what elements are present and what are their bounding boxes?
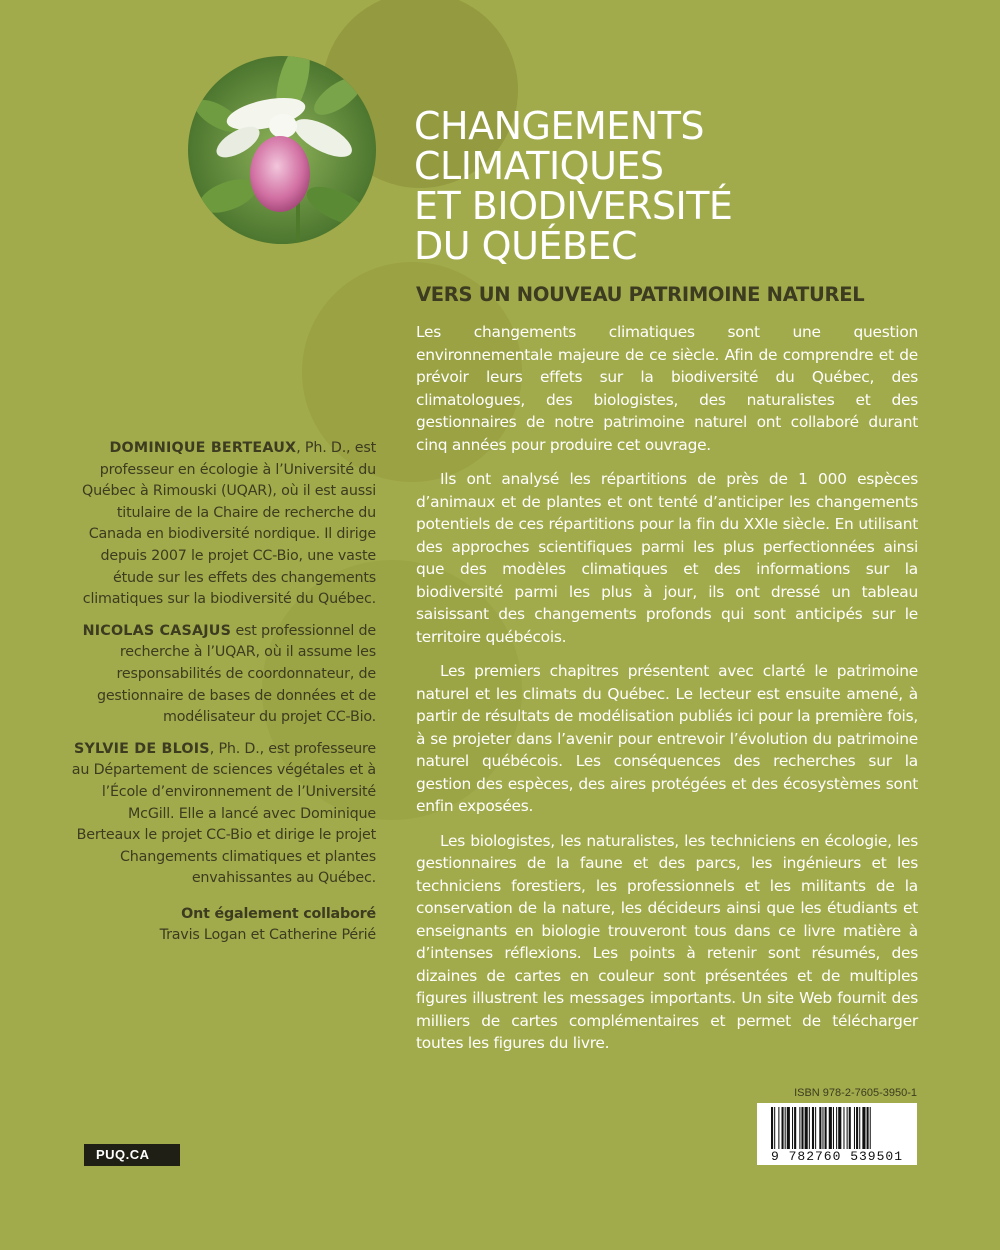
isbn-label: ISBN 978-2-7605-3950-1: [794, 1087, 917, 1099]
title-line: DU QUÉBEC: [414, 224, 637, 268]
author-bio: [70, 621, 376, 729]
author-bio-text: , Ph. D., est professeur en écologie à l’Université du Québec à Rimouski (UQAR), où il est aussi titulaire de la Chaire de recherche du Canada en biodiversité nordique. Il dirige depuis 2007 le projet CC-Bio, une vaste étude sur les effets des changements climatiques sur la biodiversité du Québec.: [82, 440, 376, 608]
title-line: CLIMATIQUES: [414, 144, 664, 188]
author-bio: [70, 739, 376, 890]
publisher-label: PUQ.CA: [84, 1144, 180, 1166]
barcode: [757, 1103, 917, 1165]
barcode-digits: 9 782760 539501: [770, 1149, 904, 1164]
description-paragraph: Les changements climatiques sont une question environnementale majeure de ce siècle. Afin de comprendre et de prévoir leurs effets sur la biodiversité du Québec, des climatologues, des biologistes, des naturalistes et des gestionnaires de notre patrimoine naturel ont collaboré durant cinq années pour produire cet ouvrage.: [416, 323, 918, 454]
author-bio-text: , Ph. D., est professeure au Département de sciences végétales et à l’École d’environnement de l’Université McGill. Elle a lancé avec Dominique Berteaux le projet CC-Bio et dirige le projet Changements climatiques et plantes envahissantes au Québec.: [71, 740, 376, 887]
author-bios: [70, 438, 376, 947]
title-line: CHANGEMENTS: [414, 104, 705, 148]
author-bio-text: est professionnel de recherche à l’UQAR, où il assume les responsabilités de coordonnateur, de gestionnaire de bases de données et de modélisateur du projet CC-Bio.: [96, 622, 376, 726]
description-paragraph: Ils ont analysé les répartitions de près de 1 000 espèces d’animaux et de plantes et ont tenté d’anticiper les changements potentiels de ces répartitions pour la fin du XXIe siècle. En utilisant des approches scientifiques parmi les plus perfectionnées ainsi que des modèles climatiques et des informations sur la biodiversité parmi les plus à jour, ils ont dressé un tableau saisissant des changements profonds qui sont anticipés sur le territoire québécois.: [416, 470, 918, 646]
description-paragraph: Les premiers chapitres présentent avec clarté le patrimoine naturel et les climats du Québec. Le lecteur est ensuite amené, à partir de résultats de modélisation publiés ici pour la première fois, à se projeter dans l’avenir pour entrevoir l’évolution du patrimoine naturel québécois. Les conséquences des recherches sur la gestion des espèces, des aires protégées et des écosystèmes sont enfin exposées.: [416, 662, 918, 815]
collaborators-names: Travis Logan et Catherine Périé: [159, 927, 376, 944]
author-name: NICOLAS CASAJUS: [82, 622, 232, 639]
collaborators: [70, 904, 376, 947]
author-name: SYLVIE DE BLOIS: [73, 740, 210, 757]
book-title: [414, 106, 732, 266]
orchid-photo-icon: [188, 56, 376, 244]
description-paragraph: Les biologistes, les naturalistes, les techniciens en écologie, les gestionnaires de la faune et des parcs, les ingénieurs et les techniciens forestiers, les professionnels et les militants de la conservation de la nature, les décideurs ainsi que les étudiants et enseignants en biologie trouveront tous dans ce livre matière à d’intenses réflexions. Les points à retenir sont résumés, des dizaines de cartes en couleur sont présentées et de multiples figures illustrent les messages importants. Un site Web fournit des milliers de cartes complémentaires et permet de télécharger toutes les figures du livre.: [416, 831, 918, 1052]
book-subtitle: VERS UN NOUVEAU PATRIMOINE NATUREL: [416, 283, 865, 306]
orchid-photo: [188, 56, 376, 244]
author-bio: [70, 438, 376, 611]
title-line: ET BIODIVERSITÉ: [414, 184, 733, 228]
book-description: [416, 321, 918, 1067]
author-name: DOMINIQUE BERTEAUX: [109, 440, 297, 456]
collaborators-title: Ont également collaboré: [181, 905, 376, 922]
